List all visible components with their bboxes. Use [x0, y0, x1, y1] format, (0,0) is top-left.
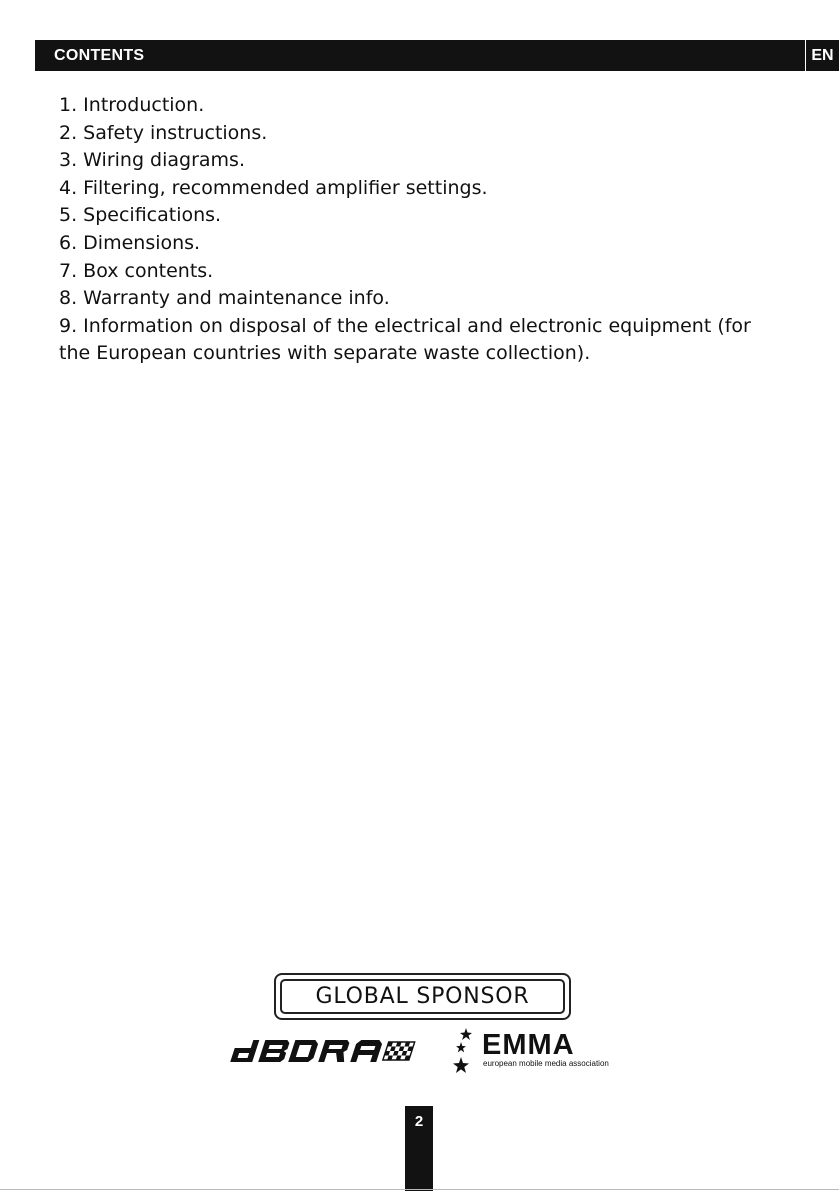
global-sponsor-label: GLOBAL SPONSOR — [280, 979, 565, 1014]
dbdrag-logo — [226, 1038, 436, 1064]
page-number: 2 — [414, 1113, 424, 1130]
emma-subtitle: european mobile media association — [483, 1059, 609, 1068]
table-of-contents — [59, 92, 759, 368]
toc-item: 5. Specifications. — [59, 204, 222, 227]
emma-logo — [452, 1026, 622, 1076]
stars-icon — [452, 1026, 482, 1076]
toc-item: 8. Warranty and maintenance info. — [59, 287, 390, 310]
language-badge: EN — [806, 40, 839, 71]
section-header-bar — [35, 40, 805, 71]
toc-item: 9. Information on disposal of the electrical and electronic equipment (for the European countries with separate waste collection). — [59, 314, 751, 365]
global-sponsor-banner — [274, 973, 571, 1020]
toc-item: 2. Safety instructions. — [59, 121, 268, 144]
page-bottom-edge — [0, 1189, 839, 1190]
toc-item: 7. Box contents. — [59, 259, 214, 282]
page-number-tab — [405, 1106, 433, 1191]
toc-item: 3. Wiring diagrams. — [59, 149, 245, 172]
emma-wordmark: EMMA — [482, 1029, 575, 1061]
toc-item: 6. Dimensions. — [59, 231, 201, 254]
toc-item: 4. Filtering, recommended amplifier settings. — [59, 176, 488, 199]
section-title: CONTENTS — [54, 47, 145, 64]
toc-item: 1. Introduction. — [59, 94, 205, 116]
